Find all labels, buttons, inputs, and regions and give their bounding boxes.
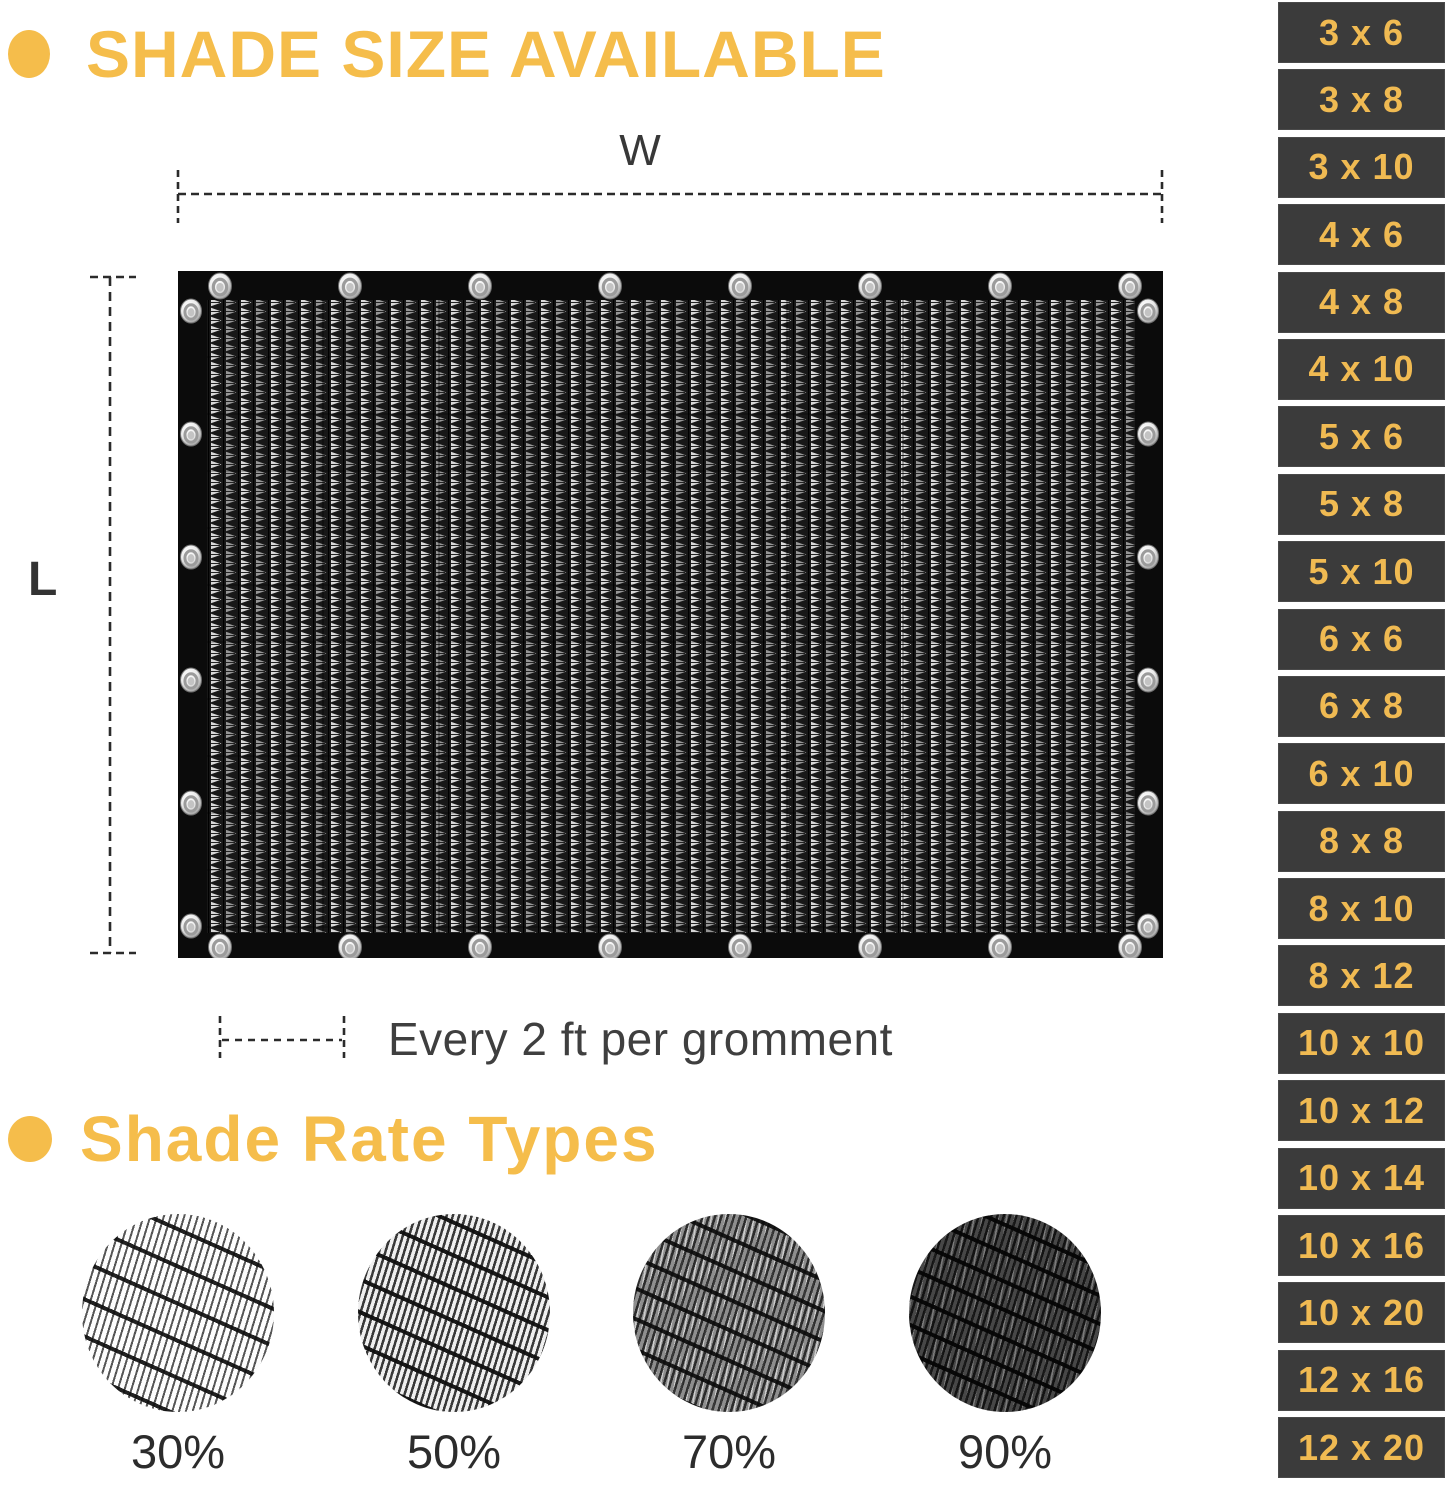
grommet-icon (181, 668, 202, 692)
length-dimension-label: L (28, 553, 58, 606)
size-option: 3 x 10 (1278, 137, 1445, 198)
size-section-title: SHADE SIZE AVAILABLE (86, 17, 886, 91)
size-list (1278, 2, 1445, 1485)
size-option: 10 x 16 (1278, 1215, 1445, 1276)
grommet-icon (1119, 273, 1142, 299)
size-option: 4 x 6 (1278, 204, 1445, 265)
size-option: 3 x 8 (1278, 69, 1445, 130)
grommet-icon (181, 422, 202, 446)
size-option: 8 x 8 (1278, 811, 1445, 872)
size-option: 10 x 14 (1278, 1148, 1445, 1209)
grommet-icon (1138, 422, 1159, 446)
grommet-icon (1138, 299, 1159, 323)
shade-rate-label: 30% (130, 1425, 226, 1478)
shade-rate-swatch-50% (358, 1214, 550, 1412)
grommet-icon (1138, 791, 1159, 815)
grommet-icon (989, 934, 1012, 958)
grommet-icon (209, 273, 232, 299)
shade-rate-swatch-90% (909, 1214, 1101, 1412)
shade-rate-swatch-70% (633, 1214, 825, 1412)
grommet-icon (859, 934, 882, 958)
bullet-icon (8, 30, 50, 78)
shade-rate-swatch-30% (82, 1214, 274, 1412)
size-option: 6 x 8 (1278, 676, 1445, 737)
shade-rate-label: 70% (681, 1425, 777, 1478)
grommet-icon (181, 545, 202, 569)
grommet-icon (1138, 545, 1159, 569)
size-option: 12 x 20 (1278, 1417, 1445, 1478)
size-option: 5 x 6 (1278, 406, 1445, 467)
size-option: 5 x 10 (1278, 541, 1445, 602)
size-option: 6 x 6 (1278, 609, 1445, 670)
size-option: 5 x 8 (1278, 474, 1445, 535)
grommet-icon (859, 273, 882, 299)
shade-rate-label: 50% (406, 1425, 502, 1478)
grommet-icon (209, 934, 232, 958)
grommet-icon (729, 934, 752, 958)
bullet-icon (8, 1116, 52, 1162)
size-option: 10 x 10 (1278, 1013, 1445, 1074)
grommet-icon (181, 914, 202, 938)
grommet-icon (339, 273, 362, 299)
grommet-icon (339, 934, 362, 958)
grommet-icon (469, 273, 492, 299)
grommet-icon (729, 273, 752, 299)
grommet-icon (1119, 934, 1142, 958)
size-option: 4 x 8 (1278, 272, 1445, 333)
size-option: 10 x 20 (1278, 1282, 1445, 1343)
size-option: 4 x 10 (1278, 339, 1445, 400)
size-option: 6 x 10 (1278, 743, 1445, 804)
grommet-icon (181, 791, 202, 815)
size-option: 10 x 12 (1278, 1080, 1445, 1141)
size-option: 8 x 10 (1278, 878, 1445, 939)
grommet-icon (599, 934, 622, 958)
grommet-icon (181, 299, 202, 323)
size-option: 8 x 12 (1278, 945, 1445, 1006)
shade-rate-label: 90% (957, 1425, 1053, 1478)
grommet-icon (1138, 914, 1159, 938)
shade-net-diagram (178, 271, 1163, 958)
grommet-icon (989, 273, 1012, 299)
grommet-icon (599, 273, 622, 299)
grommet-icon (1138, 668, 1159, 692)
size-option: 12 x 16 (1278, 1350, 1445, 1411)
width-dimension-label: W (619, 126, 661, 175)
grommet-icon (469, 934, 492, 958)
grommet-spacing-note: Every 2 ft per gromment (388, 1013, 893, 1065)
rate-section-title: Shade Rate Types (80, 1103, 659, 1175)
size-option: 3 x 6 (1278, 2, 1445, 63)
